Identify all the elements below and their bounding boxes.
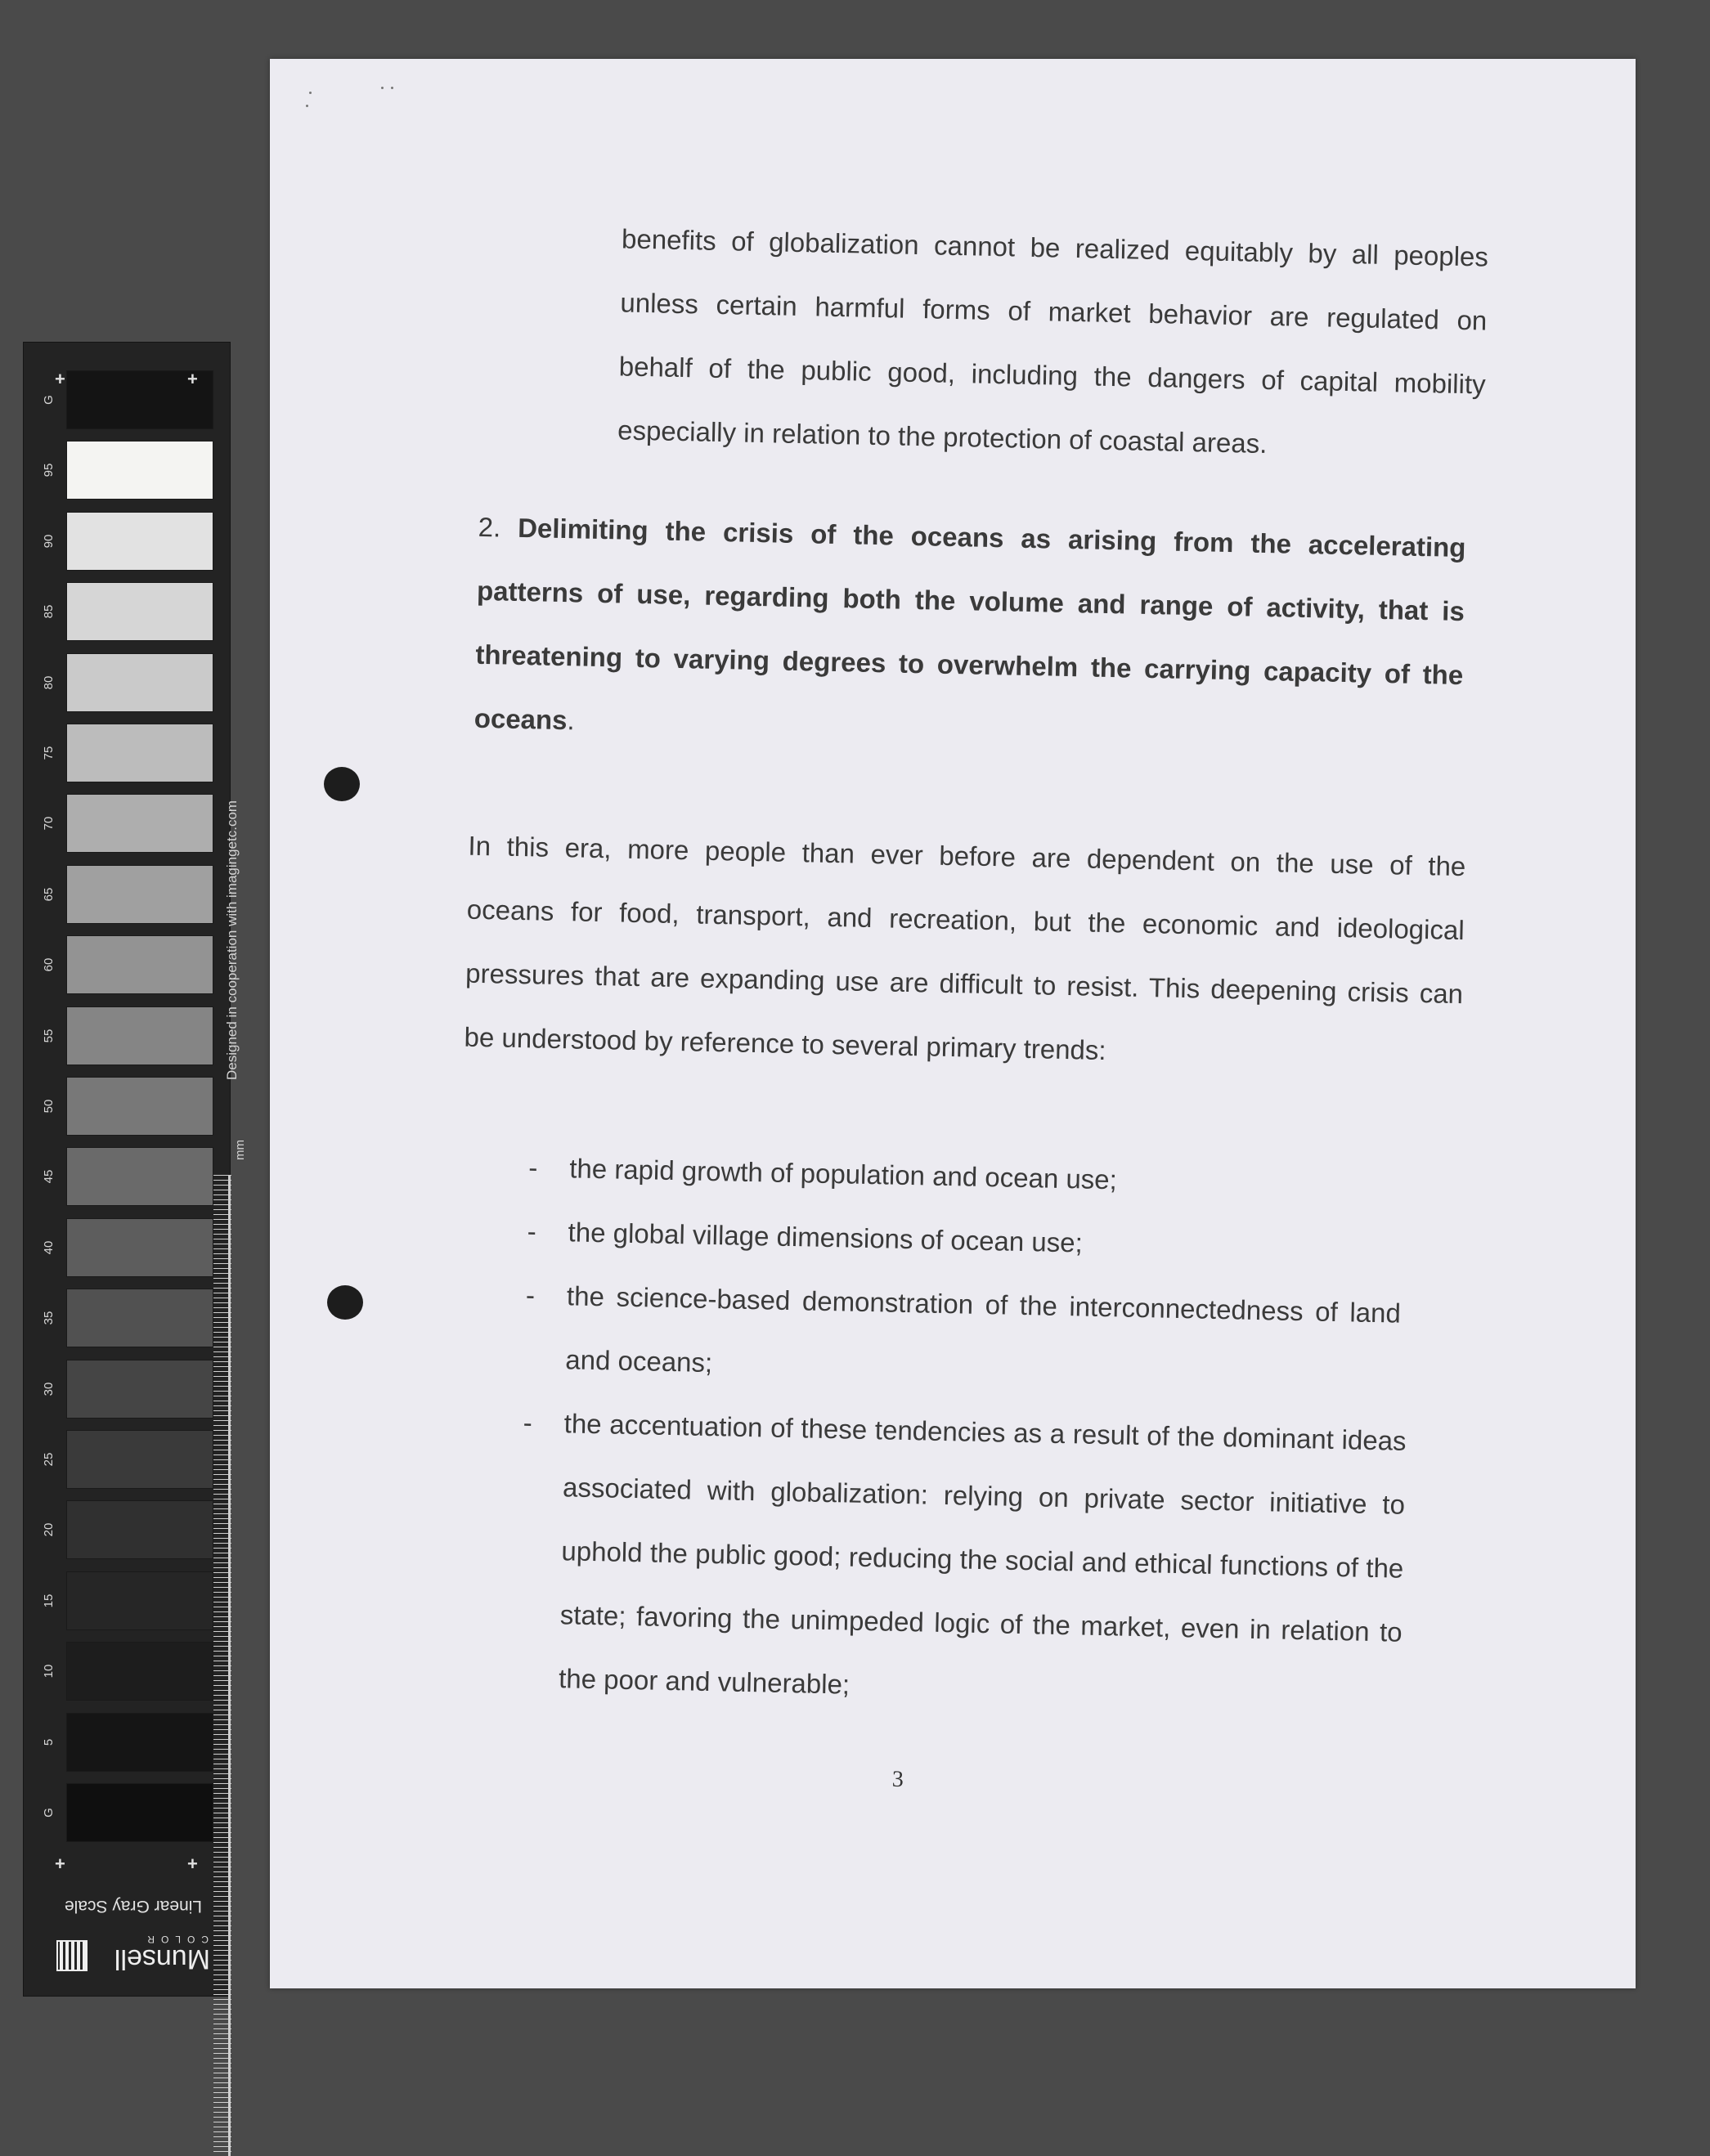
text-line: In this era, more people than ever before are dependent on the use of the <box>468 830 1466 882</box>
text-line: associated with globalization: relying on private sector initiative to <box>562 1472 1406 1520</box>
brand-name: Munsell <box>114 1943 210 1974</box>
mm-ruler-edge <box>228 1175 231 2156</box>
scale-number: 35 <box>42 1311 56 1325</box>
gray-swatch <box>66 441 213 500</box>
page-number: 3 <box>891 1766 904 1793</box>
text-line: state; favoring the unimpeded logic of the market, even in relation to <box>559 1599 1403 1647</box>
brand-sub: COLOR <box>141 1934 209 1945</box>
text-line: pressures that are expanding use are difficult to resist. This deepening crisis can <box>465 957 1464 1010</box>
heading-text: patterns of use, regarding both the volume and range of activity, that is <box>476 575 1465 627</box>
gray-swatch <box>66 582 213 641</box>
scale-number: 70 <box>42 817 56 831</box>
text-line: unless certain harmful forms of market behavior are regulated on <box>620 287 1488 336</box>
gray-swatch <box>66 1218 213 1277</box>
gray-swatch <box>66 865 213 924</box>
text-line: be understood by reference to several primary trends: <box>464 1021 1106 1066</box>
heading-text: Delimiting the crisis of the oceans as arising from the accelerating <box>517 512 1466 563</box>
scale-number: 75 <box>42 746 56 760</box>
paragraph-intro <box>464 814 1466 1090</box>
scale-number: 80 <box>42 675 56 689</box>
text-line: the rapid growth of population and ocean use; <box>568 1153 1118 1195</box>
gray-swatch <box>66 653 213 712</box>
gray-swatch <box>66 1783 213 1842</box>
bullet-dash: - <box>525 1280 536 1311</box>
text-line: and oceans; <box>565 1344 713 1378</box>
text-line: uphold the public good; reducing the social and ethical functions of the <box>561 1535 1404 1584</box>
scale-number: 15 <box>42 1593 56 1608</box>
scale-number: 40 <box>42 1240 56 1255</box>
scale-number: 55 <box>42 1029 56 1042</box>
scale-number: 20 <box>42 1523 56 1537</box>
scale-number: 45 <box>42 1170 56 1184</box>
text-line: behalf of the public good, including the dangers of capital mobility <box>618 351 1487 400</box>
gray-swatch <box>66 724 213 782</box>
scale-number: 90 <box>42 534 56 549</box>
gray-swatch <box>66 1077 213 1136</box>
trend-item <box>517 1391 1407 1728</box>
scale-number: 25 <box>42 1452 56 1467</box>
paragraph-continuation <box>617 207 1488 480</box>
heading-text: oceans <box>474 702 568 736</box>
scale-number: 95 <box>42 464 56 477</box>
scale-number: 60 <box>42 957 56 972</box>
munsell-logo <box>48 1929 220 1981</box>
bullet-dash: - <box>523 1407 533 1438</box>
scale-number: 65 <box>42 887 56 902</box>
ruler-unit-label: mm <box>233 1140 247 1160</box>
heading-number: 2. <box>478 511 501 543</box>
text-line: especially in relation to the protection of coastal areas. <box>617 415 1268 459</box>
heading-period: . <box>567 705 576 736</box>
text-line: benefits of globalization cannot be realized equitably by all peoples <box>621 223 1489 272</box>
heading-text: threatening to varying degrees to overwhelm the carrying capacity of the <box>475 639 1464 691</box>
text-line: the global village dimensions of ocean use; <box>568 1217 1084 1258</box>
gray-swatch <box>66 1289 213 1347</box>
munsell-grid-icon <box>56 1940 88 1971</box>
scale-number: G <box>42 395 56 405</box>
scale-plus-mark: + <box>187 369 198 389</box>
gray-swatch <box>66 1147 213 1206</box>
scale-number: 85 <box>42 604 56 619</box>
gray-swatch <box>66 1571 213 1630</box>
document-text <box>242 45 1648 2002</box>
scale-plus-mark: + <box>187 1853 198 1874</box>
scale-plus-mark: + <box>55 1853 65 1874</box>
trend-item <box>524 1263 1402 1409</box>
gray-swatch <box>66 935 213 994</box>
text-line: oceans for food, transport, and recreation, but the economic and ideological <box>466 894 1465 946</box>
document-page <box>270 59 1636 1988</box>
text-line: the accentuation of these tendencies as a result of the dominant ideas <box>563 1408 1407 1456</box>
gray-swatch <box>66 1500 213 1559</box>
scale-number: 10 <box>42 1664 56 1679</box>
scale-number: 30 <box>42 1382 56 1396</box>
gray-swatch <box>66 794 213 853</box>
gray-swatch <box>66 1642 213 1701</box>
scale-credit: Designed in cooperation with imagingetc.com <box>224 800 240 1080</box>
gray-swatch <box>66 1430 213 1489</box>
gray-scale-card <box>23 342 247 1997</box>
gray-swatch <box>66 1360 213 1419</box>
section-heading <box>474 495 1466 771</box>
scale-title: Linear Gray Scale <box>64 1897 203 1916</box>
text-line: the science-based demonstration of the interconnectedness of land <box>566 1280 1402 1329</box>
gray-swatch <box>66 1713 213 1772</box>
scale-number: 5 <box>42 1738 56 1746</box>
scale-plus-mark: + <box>55 369 65 389</box>
gray-swatch <box>66 512 213 571</box>
text-line: the poor and vulnerable; <box>558 1663 851 1700</box>
gray-swatch <box>66 1006 213 1065</box>
scale-number: 50 <box>42 1099 56 1114</box>
bullet-dash: - <box>527 1216 537 1247</box>
scale-number: G <box>42 1808 56 1818</box>
bullet-dash: - <box>527 1152 538 1183</box>
